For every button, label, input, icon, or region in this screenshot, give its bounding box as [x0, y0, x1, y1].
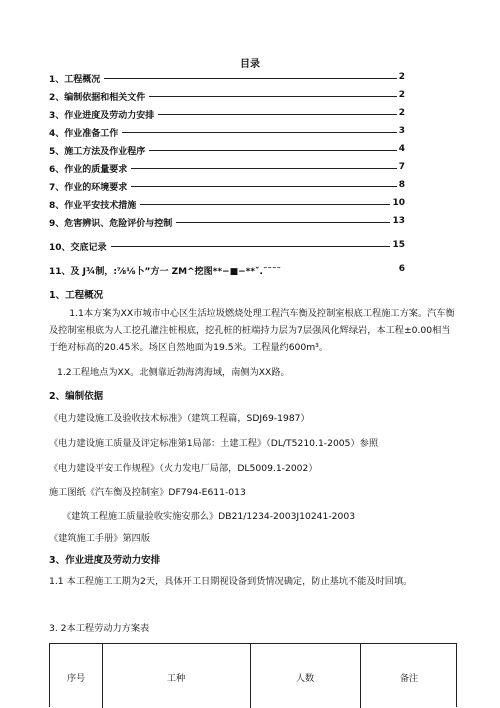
toc-item-page: 10 [392, 198, 405, 208]
toc-item-label: 10、交底记录 [49, 243, 107, 252]
table-header-count: 人数 [295, 673, 315, 684]
toc-item-page: 6 [398, 264, 405, 274]
toc-item[interactable] [49, 162, 405, 174]
toc-item-page: 2 [398, 90, 405, 100]
overview-location: 1.2工程地点为XX。北侧靠近勃海湾海域，南侧为XX路。 [57, 367, 290, 378]
overview-paragraph: 1.1本方案为XX市城市中心区生活垃圾燃烧处理工程汽车衡及控制室根底工程施工方案。汽车衡及控制室根底为人工挖孔灌注桩根底，挖孔桩的桩端持力层为7层强风化辉绿岩，本工程±0.00相当于绝对标高的20.45米。场区自然地面为19.5米。工程量约600m³。 [49, 308, 455, 353]
toc-item[interactable] [49, 144, 405, 156]
reference-item: 《建筑施工手册》第四版 [49, 533, 151, 544]
table-header-index: 序号 [66, 673, 86, 684]
toc-item-label: 2、编制依据和相关文件 [49, 93, 146, 102]
toc-item-page: 2 [398, 108, 405, 118]
table-header-trade: 工种 [166, 673, 186, 684]
reference-item: 《电力建设施工质量及评定标准第1局部：土建工程》（DL/T5210.1-2005）参照 [49, 438, 379, 449]
toc-item[interactable] [49, 198, 405, 210]
toc-item-page: 4 [398, 144, 405, 154]
section-heading-overview: 1、工程概况 [49, 290, 104, 301]
toc-item-label: 3、作业进度及劳动力安排 [49, 111, 155, 120]
toc-item-label: 11、及 J¾制，:⅞⅛卜”方一 ZM^挖图**−■−**ˇ.˜˜˜˜ [49, 267, 281, 276]
reference-item: 《电力建设施工及验收技术标准》（建筑工程篇，SDJ69-1987） [49, 413, 310, 424]
toc-item[interactable] [49, 180, 405, 192]
reference-item: 施工图纸《汽车衡及控制室》DF794-E611-013 [49, 487, 246, 498]
toc-leader-line [149, 150, 397, 151]
toc-item[interactable] [49, 90, 405, 102]
toc-leader-line [158, 114, 397, 115]
toc-item-label: 4、作业准备工作 [49, 129, 119, 138]
toc-item-page: 2 [398, 72, 405, 82]
toc-item-garbled[interactable] [49, 264, 405, 276]
toc-leader-line [176, 222, 390, 223]
toc-leader-line [122, 132, 397, 133]
toc-item-page: 7 [398, 162, 405, 172]
table-header-remarks: 备注 [399, 673, 419, 684]
section-heading-basis: 2、编制依据 [49, 391, 104, 402]
toc-item-page: 15 [392, 240, 405, 250]
schedule-paragraph: 1.1 本工程施工工期为2天，具体开工日期视设备到货情况确定，防止基坑不能及时回填。 [49, 576, 413, 587]
reference-item: 《电力建设平安工作规程》（火力发电厂局部，DL5009.1-2002） [49, 463, 318, 474]
toc-item-page: 8 [398, 180, 405, 190]
toc-item-page: 13 [392, 216, 405, 226]
toc-item[interactable] [49, 240, 405, 252]
toc-item-label: 8、作业平安技术措施 [49, 201, 137, 210]
toc-title: 目录 [240, 59, 260, 70]
toc-item-label: 1、工程概况 [49, 75, 101, 84]
toc-item-label: 6、作业的质量要求 [49, 165, 128, 174]
toc-leader-line [140, 204, 390, 205]
toc-item-label: 5、施工方法及作业程序 [49, 147, 146, 156]
section-heading-schedule: 3、作业进度及劳动力安排 [49, 555, 161, 566]
toc-item-label: 9、危害辨识、危险评价与控制 [49, 219, 173, 228]
toc-item-label: 7、作业的环境要求 [49, 183, 128, 192]
reference-item: 《建筑工程施工质量验收实施安那么》DB21/1234-2003J10241-2003 [62, 511, 356, 522]
labor-plan-table [49, 643, 457, 707]
toc-item[interactable] [49, 108, 405, 120]
table-caption: 3. 2本工程劳动力方案表 [49, 623, 150, 634]
toc-leader-line [131, 186, 397, 187]
toc-leader-line [131, 168, 397, 169]
toc-leader-line [111, 246, 390, 247]
toc-leader-line [149, 96, 397, 97]
toc-item[interactable] [49, 72, 405, 84]
toc-leader-line [104, 78, 397, 79]
toc-item[interactable] [49, 216, 405, 228]
toc-item[interactable] [49, 126, 405, 138]
toc-item-page: 3 [398, 126, 405, 136]
